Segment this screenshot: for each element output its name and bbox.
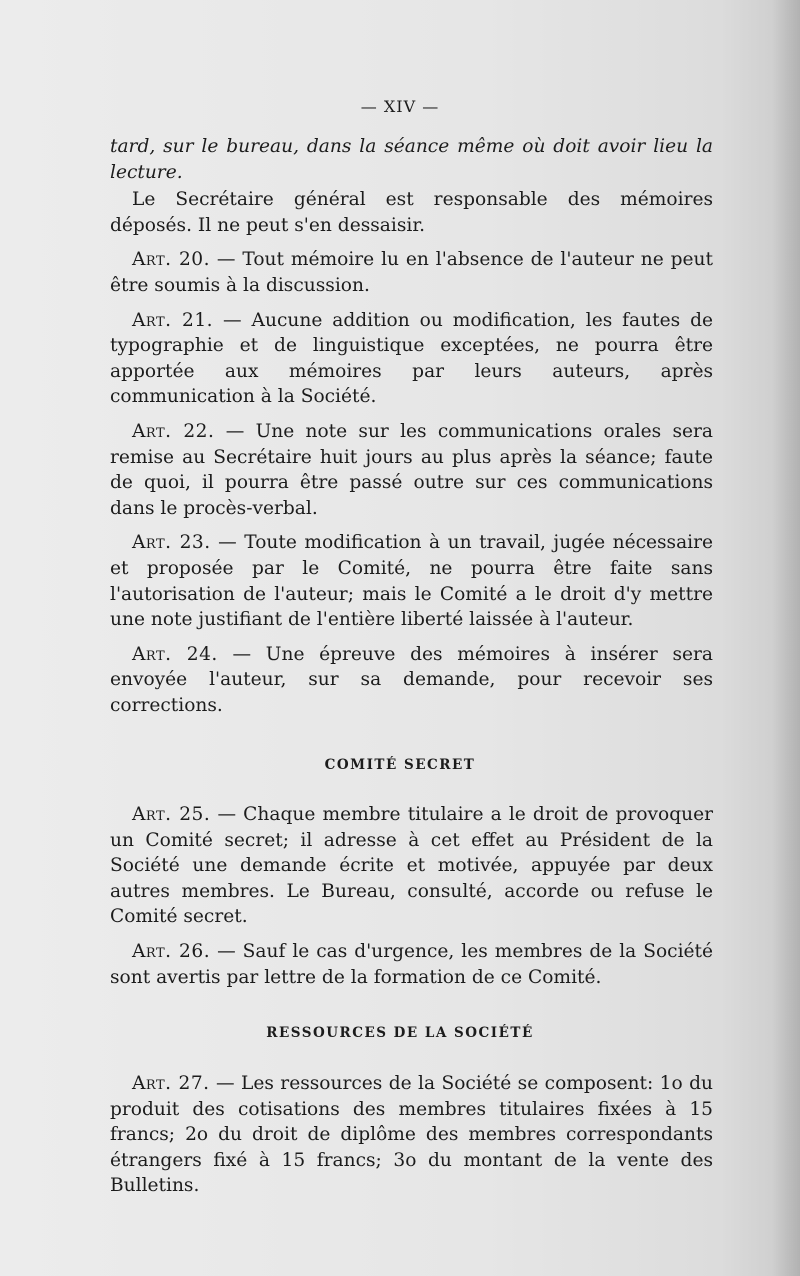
article-23 <box>110 530 713 632</box>
article-24 <box>110 642 713 719</box>
ressources-text-block <box>110 1071 713 1199</box>
article-text: — Une note sur les communications orales sera remise au Secrétaire huit jours au plus après la séance; faute de quoi, il pourra être passé outre sur ces communications dans le procès-verbal. <box>110 420 713 519</box>
article-22 <box>110 419 713 521</box>
article-20 <box>110 247 713 298</box>
page-folio: — XIV — <box>360 97 440 116</box>
article-label: Art. 21. <box>132 309 214 331</box>
article-label: Art. 22. <box>132 420 215 442</box>
article-text: — Une épreuve des mémoires à insérer sera envoyée l'auteur, sur sa demande, pour recevoir ses corrections. <box>110 643 713 716</box>
paragraph-continuation: tard, sur le bureau, dans la séance même où doit avoir lieu la lecture. <box>110 136 713 183</box>
comite-secret-text-block <box>110 802 713 990</box>
article-text: — Tout mémoire lu en l'absence de l'auteur ne peut être soumis à la discussion. <box>110 249 713 296</box>
article-label: Art. 24. <box>132 643 218 665</box>
article-25 <box>110 802 713 930</box>
article-text: — Sauf le cas d'urgence, les membres de la Société sont avertis par lettre de la formation de ce Comité. <box>110 940 713 988</box>
article-text: — Toute modification à un travail, jugée nécessaire et proposée par le Comité, ne pourra être faite sans l'autorisation de l'auteur; mais le Comité a le droit d'y mettre une note justifiant de l'entière liberté laissée à l'auteur. <box>110 532 713 631</box>
article-text: — Les ressources de la Société se composent: 1o du produit des cotisations des membres titulaires fixées à 15 francs; 2o du droit de diplôme des membres correspondants étrangers fixé à 15 francs; 3o du montant de la vente des Bulletins. <box>110 1073 713 1197</box>
article-label: Art. 25. <box>132 804 211 825</box>
main-text-block <box>110 134 713 718</box>
article-text: — Chaque membre titulaire a le droit de provoquer un Comité secret; il adresse à cet effet au Président de la Société une demande écrite et motivée, appuyée par deux autres membres. Le Bureau, consulté, accorde ou refuse le Comité secret. <box>110 804 713 928</box>
article-26 <box>110 939 713 990</box>
article-label: Art. 26. <box>132 940 211 962</box>
article-21 <box>110 308 713 410</box>
article-text: — Aucune addition ou modification, les fautes de typographie et de linguistique exceptées, ne pourra être apportée aux mémoires par leurs auteurs, après communication à la Société. <box>110 309 713 408</box>
section-heading-ressources: RESSOURCES DE LA SOCIÉTÉ <box>266 1025 534 1041</box>
article-label: Art. 20. <box>132 249 211 271</box>
article-label: Art. 27. <box>132 1073 210 1094</box>
page-edge-shadow <box>772 0 800 1276</box>
paragraph-secretary: Le Secrétaire général est responsable des mémoires déposés. Il ne peut s'en dessaisir. <box>110 189 713 236</box>
section-heading-comite-secret: COMITÉ SECRET <box>324 757 476 773</box>
article-label: Art. 23. <box>132 532 211 554</box>
article-27 <box>110 1071 713 1199</box>
